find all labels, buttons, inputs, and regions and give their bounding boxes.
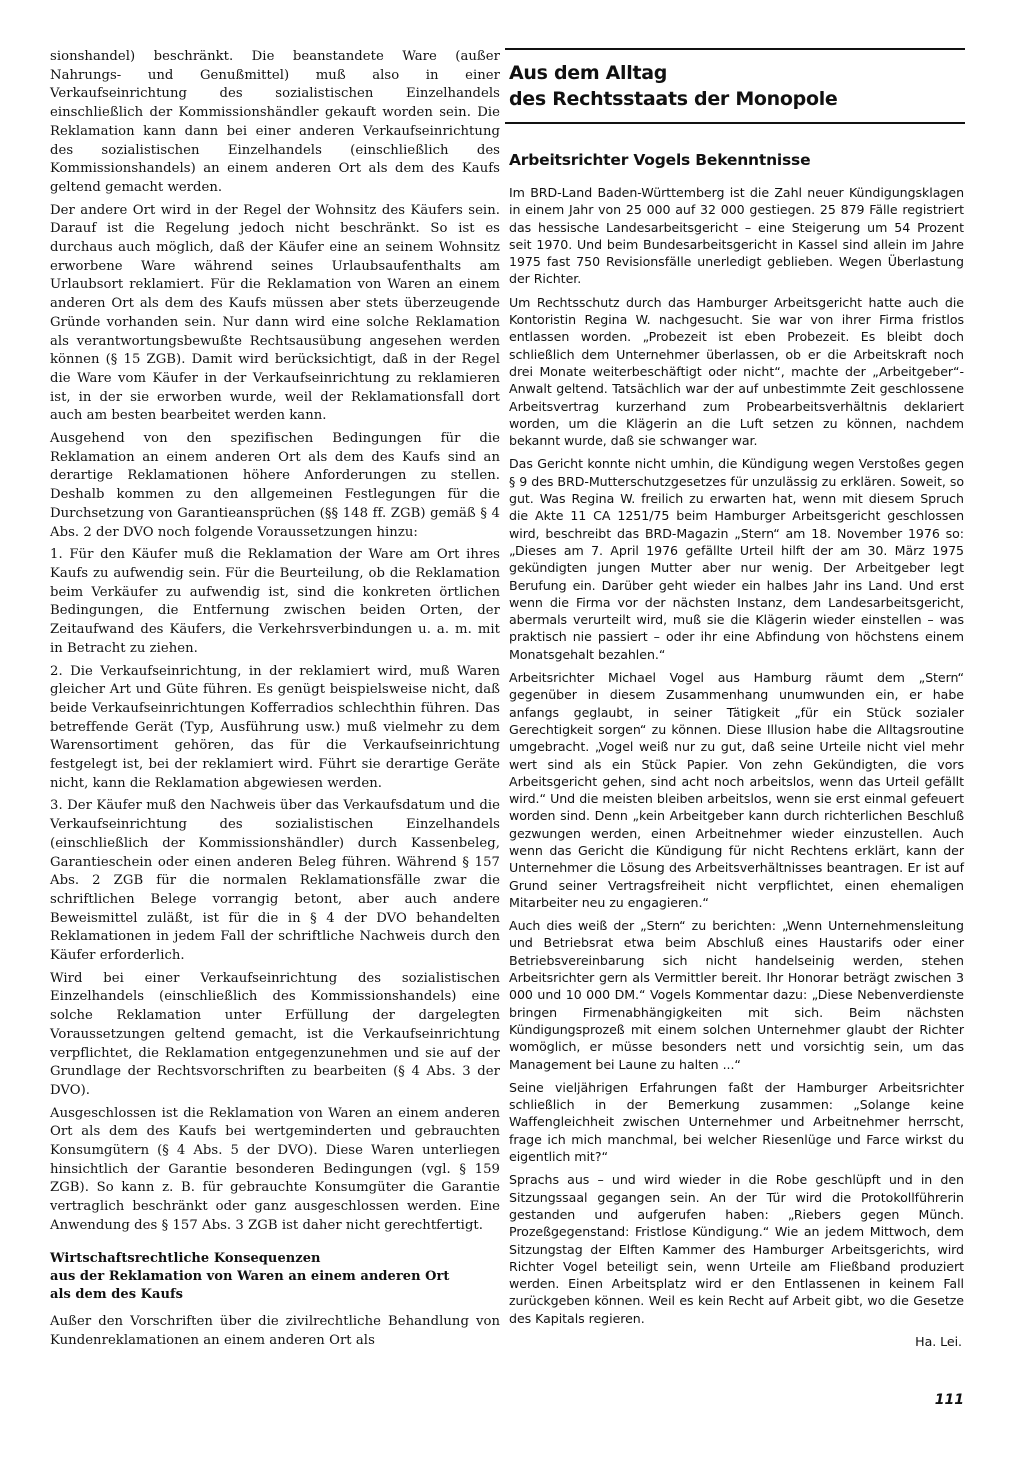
rubric-heading bbox=[509, 60, 964, 112]
author-signature: Ha. Lei. bbox=[915, 1334, 962, 1349]
list-item: 1. Für den Käufer muß die Reklamation der Ware am Ort ihres Kaufs zu aufwendig sein. Für die Beurteilung, ob die Reklamation beim Verkäufer zu aufwendig ist, sind die konkreten örtlichen Bedingungen, die Entfernung zwischen beiden Orten, der Zeitaufwand des Käufers, die Verkehrsverbindungen u. a. m. mit in Betracht zu ziehen. bbox=[50, 547, 500, 656]
section-heading-line: Wirtschaftsrechtliche Konsequenzen bbox=[50, 1250, 321, 1266]
section-heading-line: aus der Reklamation von Waren an einem anderen Ort bbox=[50, 1269, 450, 1284]
paragraph: Ausgehend von den spezifischen Bedingungen für die Reklamation an einem anderen Ort als dem des Kaufs sind an derartige Reklamationen höhere Anforderungen zu stellen. Deshalb kommen zu den allgemeinen Festlegungen für die Durchsetzung von Garantieansprüchen (§§ 148 ff. ZGB) gemäß § 4 Abs. 2 der DVO noch folgende Voraussetzungen hinzu: bbox=[50, 431, 500, 540]
paragraph: Der andere Ort wird in der Regel der Wohnsitz des Käufers sein. Darauf ist die Regelung jedoch nicht beschränkt. So ist es durchaus auch möglich, daß der Käufer eine an seinem Wohnsitz erworbene Ware während seines Urlaubsaufenthalts am Urlaubsort reklamiert. Für die Reklamation von Waren an einem anderen Ort als dem des Kaufs müssen aber stets überzeugende Gründe vorhanden sein. Nur dann wird eine solche Reklamation als verantwortungsbewußte Rechtsausübung angesehen werden können (§ 15 ZGB). Damit wird berücksichtigt, daß in der Regel die Ware vom Käufer in der Verkaufseinrichtung zu reklamieren ist, in der sie erworben wurde, weil der Reklamationsfall dort auch am besten bearbeitet werden kann. bbox=[50, 202, 500, 424]
paragraph: Auch dies weiß der „Stern“ zu berichten: „Wenn Unternehmensleitung und Betriebsrat etwa beim Abschluß eines Haustarifs oder einer Betriebsvereinbarung sich nicht handelseinig werden, stehen Arbeitsrichter gern als Vermittler bereit. Ihr Honorar beträgt zwischen 3 000 und 10 000 DM.“ Vogels Kommentar dazu: „Diese Nebenverdienste bringen Firmenabhängigkeiten mit sich. Beim nächsten Kündigungsprozeß mit einem solchen Unternehmer glaubt der Richter womöglich, er müsse besonders nett und vorsichtig sein, um das Management bei Laune zu halten ...“ bbox=[509, 918, 964, 1072]
list-item: 3. Der Käufer muß den Nachweis über das Verkaufsdatum und die Verkaufseinrichtung des sozialistischen Einzelhandels (einschließlich der Kommissionshändler) durch Kassenbeleg, Garantieschein oder einen anderen Beleg führen. Während § 157 Abs. 2 ZGB für die normalen Reklamationsfälle zwar die schriftlichen Belege vorrangig betont, aber auch andere Beweismittel zuläßt, ist für die in § 4 der DVO behandelten Reklamationen in jedem Fall der schriftliche Nachweis durch den Käufer erforderlich. bbox=[50, 798, 500, 964]
article-title: Arbeitsrichter Vogels Bekenntnisse bbox=[509, 151, 811, 169]
paragraph: sionshandel) beschränkt. Die beanstandete Ware (außer Nahrungs- und Genußmittel) muß also in einer Verkaufseinrichtung des sozialistischen Einzelhandels einschließlich der Kommissionshändler gekauft worden sein. Die Reklamation kann dann bei einer anderen Verkaufseinrichtung des sozialistischen Einzelhandels (einschließlich des Kommissionshandels) an einem anderen Ort als dem des Kaufs geltend gemacht werden. bbox=[50, 49, 500, 195]
left-column bbox=[50, 48, 500, 1354]
paragraph: Um Rechtsschutz durch das Hamburger Arbeitsgericht hatte auch die Kontoristin Regina W. nachgesucht. Sie war von ihrer Firma fristlos entlassen worden. „Probezeit ist eben Probezeit. Es bleibt doch schließlich dem Unternehmer überlassen, ob er die Arbeitskraft noch drei Monate weiterbeschäftigt oder nicht“, machte der „Arbeitgeber“-Anwalt geltend. Tatsächlich war der auf unbestimmte Zeit geschlossene Arbeitsvertrag kurzerhand zum Probearbeitsverhältnis deklariert worden, um die Klägerin an die Luft setzen zu können, nachdem bekannt wurde, daß sie schwanger war. bbox=[509, 294, 964, 449]
paragraph: Das Gericht konnte nicht umhin, die Kündigung wegen Verstoßes gegen § 9 des BRD-Mutterschutzgesetzes für unzulässig zu erklären. Soweit, so gut. Was Regina W. freilich zu erwarten hat, wenn mit diesem Spruch die Akte 11 CA 1251/75 beim Hamburger Arbeitsgericht geschlossen wird, beschreibt das BRD-Magazin „Stern“ am 18. November 1976 so: „Dieses am 7. April 1976 gefällte Urteil hilft der am 30. März 1975 gekündigten jungen Mutter aber nur wenig. Der Arbeitgeber legt Berufung ein. Darüber geht wieder ein halbes Jahr ins Land. Und erst wenn die Firma vor der nächsten Instanz, dem Landesarbeitsgericht, abermals verurteilt wird, muß sie die Klägerin wieder einstellen – was praktisch nie passiert – oder ihr eine Abfindung von höchstens einem Monatsgehalt bezahlen.“ bbox=[509, 456, 964, 662]
paragraph: Seine vieljährigen Erfahrungen faßt der Hamburger Arbeitsrichter schließlich in der Bemerkung zusammen: „Solange keine Waffengleichheit zwischen Unternehmer und Arbeitnehmer herrscht, frage ich mich manchmal, bei welcher Riesenlüge und Farce wirkst du eigentlich mit?“ bbox=[509, 1079, 964, 1165]
rubric-rule-bottom bbox=[505, 122, 965, 124]
section-heading-line: als dem des Kaufs bbox=[50, 1287, 183, 1303]
paragraph: Außer den Vorschriften über die zivilrechtliche Behandlung von Kundenreklamationen an einem anderen Ort als bbox=[50, 1313, 500, 1348]
rubric-rule-top bbox=[505, 48, 965, 50]
rubric-line: Aus dem Alltag bbox=[509, 62, 668, 84]
paragraph: Im BRD-Land Baden-Württemberg ist die Zahl neuer Kündigungsklagen in einem Jahr von 25 000 auf 32 000 gestiegen. 25 879 Fälle registriert das hessische Landesarbeitsgericht – eine Steigerung um 54 Prozent seit 1970. Und beim Bundesarbeitsgericht in Kassel sind allein im Jahre 1975 fast 750 Revisionsfälle unerledigt geblieben. Wegen Überlastung der Richter. bbox=[509, 185, 964, 287]
paragraph: Sprachs aus – und wird wieder in die Robe geschlüpft und in den Sitzungssaal gegangen sein. An der Tür wird die Protokollführerin gestanden und aufgerufen haben: „Riebers gegen Münch. Prozeßgegenstand: Fristlose Kündigung.“ Wie an jedem Mittwoch, dem Sitzungstag der Elften Kammer des Hamburger Arbeitsgerichts, wird Richter Vogel beteiligt sein, wenn Urteile am Fließband produziert werden. Einen Arbeitsplatz wird er den Entlassenen in keinem Fall zurückgeben können. Weil es kein Recht auf Arbeit gibt, wo die Gesetze des Kapitals regieren. bbox=[509, 1172, 964, 1326]
paragraph: Ausgeschlossen ist die Reklamation von Waren an einem anderen Ort als dem des Kaufs bei wertgeminderten und gebrauchten Konsumgütern (§ 4 Abs. 5 der DVO). Diese Waren unterliegen hinsichtlich der Garantie besonderen Bedingungen (vgl. § 159 ZGB). So kann z. B. für gebrauchte Konsumgüter die Garantie vertraglich beschränkt oder ganz ausgeschlossen werden. Eine Anwendung des § 157 Abs. 3 ZGB ist daher nicht gerechtfertigt. bbox=[50, 1105, 500, 1233]
right-column bbox=[509, 48, 964, 1350]
page-number: 111 bbox=[934, 1392, 964, 1408]
list-item: 2. Die Verkaufseinrichtung, in der reklamiert wird, muß Waren gleicher Art und Güte führen. Es genügt beispielsweise nicht, daß beide Verkaufseinrichtungen Kofferradios schlechthin führen. Das betreffende Gerät (Typ, Ausführung usw.) muß vielmehr zu dem Warensortiment gehören, das für die Verkaufseinrichtung festgelegt ist, bei der reklamiert wird. Führt sie derartige Geräte nicht, kann die Reklamation abgewiesen werden. bbox=[50, 663, 500, 791]
paragraph: Arbeitsrichter Michael Vogel aus Hamburg räumt dem „Stern“ gegenüber in diesem Zusammenhang unumwunden ein, er habe anfangs geglaubt, in seiner Tätigkeit „für ein Stück sozialer Gerechtigkeit sorgen“ zu können. Diese Illusion habe die Alltagsroutine umgebracht. „Vogel weiß nur zu gut, daß seine Urteile nicht viel mehr wert sind als ein Stück Papier. Von zehn Gekündigten, die vors Arbeitsgericht gehen, sind acht noch arbeitslos, wenn das Urteil gefällt wird.“ Und die meisten bleiben arbeitslos, wenn sie erst einmal gefeuert worden sind. Denn „kein Arbeitgeber kann durch richterlichen Beschluß gezwungen werden, einen Arbeitnehmer wieder einzustellen. Auch wenn das Gericht die Kündigung für nicht Rechtens erklärt, kann der Unternehmer die Lösung des Arbeitsverhältnisses beantragen. Er ist auf Grund seiner Vertragsfreiheit nicht verpflichtet, einen ehemaligen Mitarbeiter neu zu engagieren.“ bbox=[509, 670, 964, 910]
rubric-line: des Rechtsstaats der Monopole bbox=[509, 88, 838, 110]
section-heading bbox=[50, 1250, 500, 1305]
paragraph: Wird bei einer Verkaufseinrichtung des sozialistischen Einzelhandels (einschließlich des Kommissionshandels) eine solche Reklamation unter Erfüllung der dargelegten Voraussetzungen geltend gemacht, ist die Verkaufseinrichtung verpflichtet, die Reklamation entgegenzunehmen und sie auf der Grundlage der Rechtsvorschriften zu bearbeiten (§ 4 Abs. 3 der DVO). bbox=[50, 970, 500, 1098]
